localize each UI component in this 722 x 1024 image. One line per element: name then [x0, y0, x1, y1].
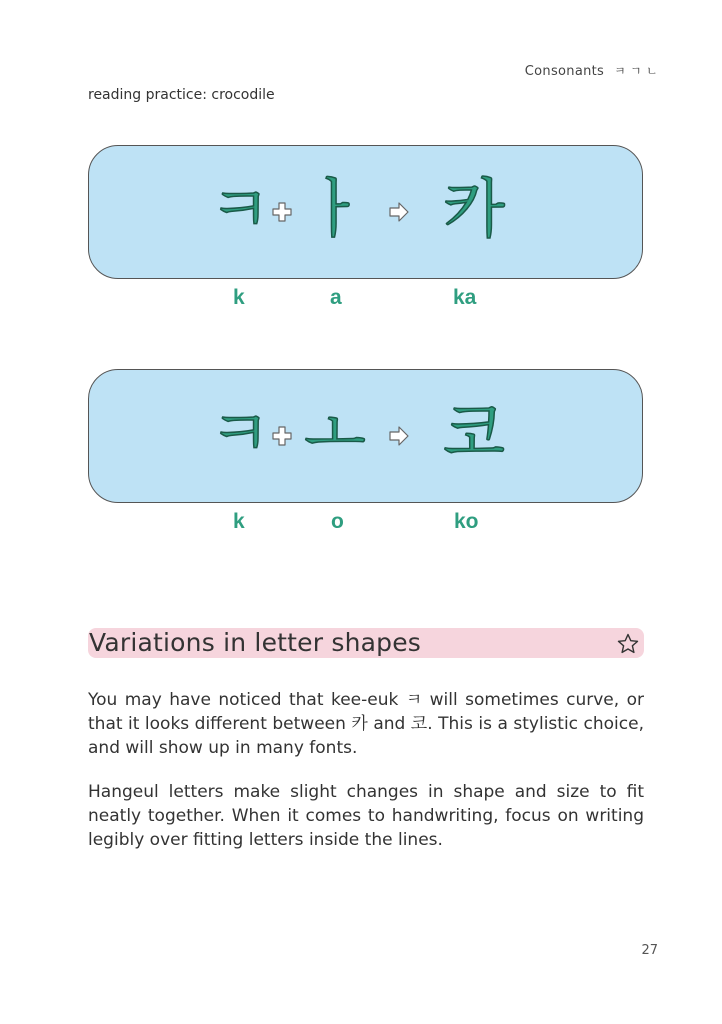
roman-vowel: o — [331, 510, 344, 533]
header-jamo: ㅋ ㄱ ㄴ — [614, 64, 658, 78]
example-box-ko — [88, 369, 643, 503]
star-outline-icon — [616, 632, 640, 656]
practice-subtitle: reading practice: crocodile — [88, 87, 275, 103]
header-section-label: Consonants — [524, 64, 605, 79]
roman-consonant: k — [233, 510, 245, 533]
page-number: 27 — [641, 943, 658, 958]
example-box-ka — [88, 145, 643, 279]
body-paragraph: You may have noticed that kee-euk ㅋ will sometimes curve, or that it looks different between 카 and 코. This is a stylistic choice, and will show up in many fonts. — [88, 690, 644, 758]
plus-icon — [272, 202, 292, 222]
syllable-glyph: 카 — [443, 173, 505, 247]
section-title: Variations in letter shapes — [89, 628, 422, 657]
body-paragraph: Hangeul letters make slight changes in shape and size to fit neatly together. When it comes to handwriting, focus on writing legibly over fitting letters inside the lines. — [88, 782, 644, 850]
arrow-right-icon — [389, 202, 409, 222]
roman-syllable: ko — [454, 510, 479, 533]
arrow-right-icon — [389, 426, 409, 446]
roman-syllable: ka — [453, 286, 477, 309]
syllable-glyph: 코 — [443, 397, 505, 471]
running-header — [525, 62, 658, 79]
vowel-glyph: ㅗ — [304, 397, 366, 471]
plus-icon — [272, 426, 292, 446]
consonant-glyph: ㅋ — [209, 397, 271, 471]
consonant-glyph: ㅋ — [209, 173, 271, 247]
roman-consonant: k — [233, 286, 245, 309]
vowel-glyph: ㅏ — [304, 173, 366, 247]
roman-vowel: a — [330, 286, 342, 309]
